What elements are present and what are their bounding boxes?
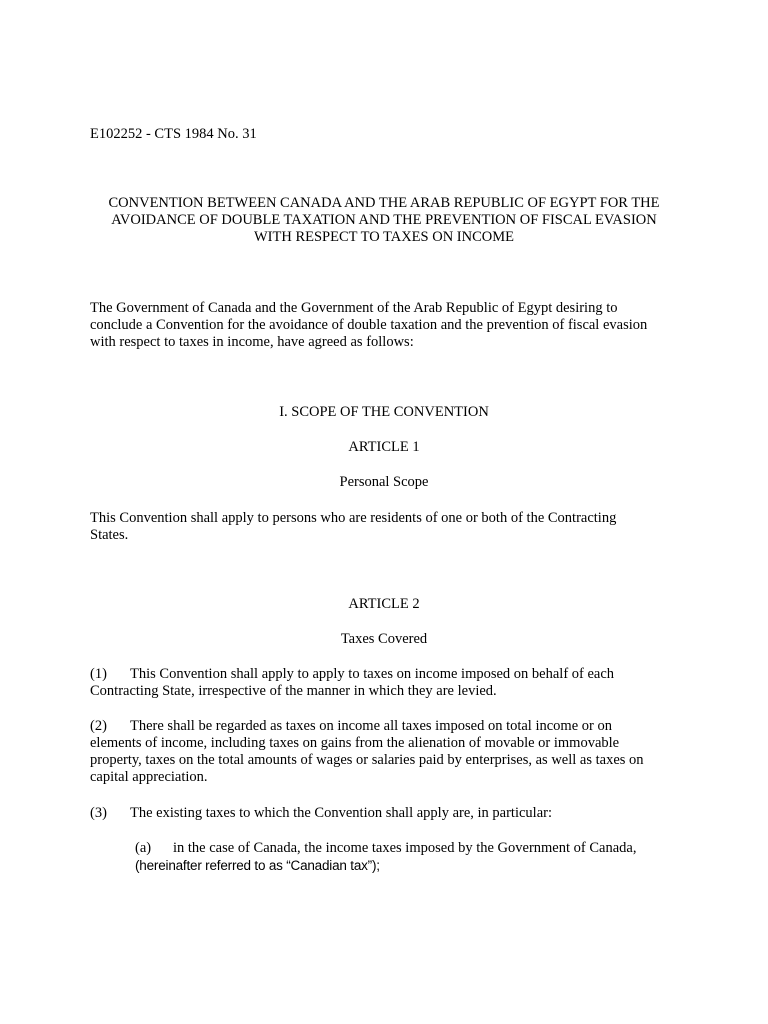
paragraph-line: There shall be regarded as taxes on income all taxes imposed on total income or on: [130, 718, 612, 734]
title-line: WITH RESPECT TO TAXES ON INCOME: [254, 229, 514, 245]
part-heading: I. SCOPE OF THE CONVENTION: [279, 404, 489, 420]
paragraph-line: Contracting State, irrespective of the manner in which they are levied.: [90, 683, 497, 699]
paragraph-line: capital appreciation.: [90, 769, 208, 785]
article-2-paragraph-3: [90, 805, 700, 822]
article-2-subparagraph-a: [135, 840, 695, 874]
article-2-subheading: Taxes Covered: [340, 631, 428, 647]
title-line: AVOIDANCE OF DOUBLE TAXATION AND THE PREVENTION OF FISCAL EVASION: [111, 212, 657, 228]
article-1-heading: ARTICLE 1: [348, 439, 420, 455]
preamble-line: The Government of Canada and the Government of the Arab Republic of Egypt desiring to: [90, 300, 618, 316]
paragraph-line: The existing taxes to which the Convention shall apply are, in particular:: [130, 805, 553, 821]
paragraph-line: elements of income, including taxes on gains from the alienation of movable or immovable: [90, 735, 620, 751]
paragraph-number: (1): [90, 666, 107, 682]
preamble-line: conclude a Convention for the avoidance of double taxation and the prevention of fiscal evasion: [90, 317, 648, 333]
article-2-paragraph-1: [90, 666, 700, 700]
subparagraph-label: (a): [135, 840, 152, 856]
article-1-subheading: Personal Scope: [339, 474, 429, 490]
title-line: CONVENTION BETWEEN CANADA AND THE ARAB REPUBLIC OF EGYPT FOR THE: [108, 195, 660, 211]
article-2-paragraph-2: [90, 718, 700, 786]
paragraph-number: (2): [90, 718, 107, 734]
preamble: [90, 300, 700, 351]
paragraph-line: property, taxes on the total amounts of wages or salaries paid by enterprises, as well as taxes on: [90, 752, 644, 768]
article-1-line: States.: [90, 527, 129, 543]
document-title: [84, 195, 684, 246]
article-2-heading: ARTICLE 2: [348, 596, 420, 612]
article-1-body: [90, 510, 700, 544]
paragraph-number: (3): [90, 805, 107, 821]
preamble-line: with respect to taxes in income, have agreed as follows:: [90, 334, 414, 350]
subparagraph-line: in the case of Canada, the income taxes imposed by the Government of Canada,: [173, 840, 637, 856]
document-reference: E102252 - CTS 1984 No. 31: [90, 126, 257, 142]
subparagraph-line: (hereinafter referred to as “Canadian tax”);: [135, 858, 380, 873]
paragraph-line: This Convention shall apply to apply to taxes on income imposed on behalf of each: [130, 666, 615, 682]
article-1-line: This Convention shall apply to persons who are residents of one or both of the Contracting: [90, 510, 617, 526]
